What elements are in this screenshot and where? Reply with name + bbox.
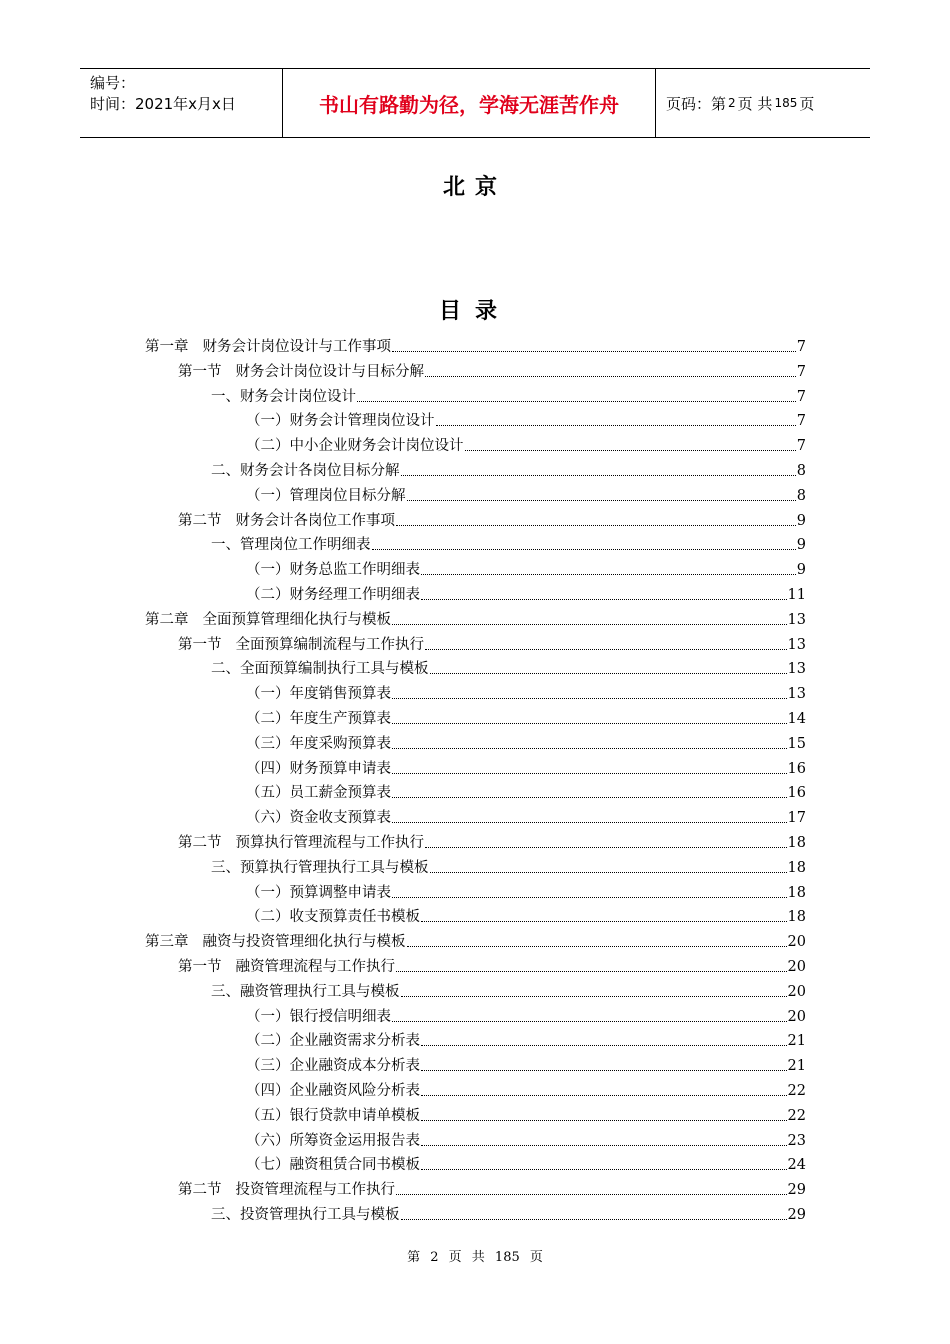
toc-leader-dots [372,548,796,550]
toc-entry-page: 14 [787,711,806,727]
toc-entry-text: 一、财务会计岗位设计 [211,388,356,405]
toc-entry[interactable] [246,1127,806,1151]
toc-entry[interactable] [246,680,806,704]
toc-entry-page: 18 [787,909,806,926]
toc-entry[interactable] [178,1176,806,1200]
toc-entry[interactable] [246,1102,806,1126]
page-current: 2 [728,96,736,110]
time-label: 时间：2021年x月x日 [90,95,236,113]
toc-leader-dots [392,722,787,724]
toc-leader-dots [421,1168,787,1170]
page-suffix: 页 [799,94,815,113]
toc-entry-label [246,808,391,828]
toc-entry-page: 21 [787,1058,806,1075]
toc-entry-number: 第二节 [178,835,222,851]
toc-entry-page: 7 [796,438,806,455]
toc-entry-text: 全面预算编制流程与工作执行 [235,636,424,653]
toc-entry-label [178,511,395,531]
toc-entry-text: （四）企业融资风险分析表 [246,1083,420,1099]
toc-entry-text: （三）企业融资成本分析表 [246,1058,420,1075]
toc-entry-label [145,932,406,952]
toc-entry-label [246,883,391,903]
toc-entry[interactable] [178,953,806,977]
toc-entry-page: 16 [787,785,806,802]
toc-leader-dots [430,871,787,873]
toc-entry-page: 22 [787,1107,806,1124]
toc-leader-dots [421,1069,787,1071]
toc-entry-number: 第一节 [178,636,222,653]
toc-entry[interactable] [246,755,806,779]
toc-entry-text: 财务会计岗位设计与目标分解 [235,363,424,380]
toc-leader-dots [430,672,787,674]
toc-entry-page: 9 [796,537,806,554]
toc-entry[interactable] [178,358,806,382]
toc-entry-text: （六）所筹资金运用报告表 [246,1132,420,1149]
toc-entry[interactable] [246,730,806,754]
toc-entry-text: 预算执行管理流程与工作执行 [235,835,424,851]
toc-entry-text: （二）财务经理工作明细表 [246,587,420,603]
toc-leader-dots [407,499,796,501]
toc-entry[interactable] [211,1201,806,1225]
toc-entry[interactable] [246,482,806,506]
toc-leader-dots [421,598,787,600]
toc-entry-text: 三、融资管理执行工具与模板 [211,983,400,1000]
toc-entry-label [246,734,391,754]
toc-entry-text: 一、管理岗位工作明细表 [211,537,371,554]
toc-entry-page: 18 [787,859,806,876]
toc-entry[interactable] [246,1003,806,1027]
toc-leader-dots [392,796,787,798]
toc-entry-text: （二）企业融资需求分析表 [246,1033,420,1050]
toc-entry-text: （一）银行授信明细表 [246,1008,391,1025]
toc-entry-text: （一）财务总监工作明细表 [246,562,420,579]
toc-entry-page: 8 [796,487,806,504]
toc-entry-label [246,1056,420,1076]
toc-entry-page: 13 [787,636,806,653]
toc-entry-text: （二）收支预算责任书模板 [246,909,420,926]
toc-entry-label [211,858,429,878]
toc-entry-label [246,1081,420,1101]
page-mid: 页 共 [737,94,773,113]
toc-entry-number: 第二节 [178,1182,222,1199]
toc-entry-text: （五）银行贷款申请单模板 [246,1107,420,1124]
toc-entry[interactable] [178,631,806,655]
toc-leader-dots [392,623,787,625]
toc-entry-text: （七）融资租赁合同书模板 [246,1157,420,1174]
toc-entry[interactable] [246,1151,806,1175]
toc-entry[interactable] [211,978,806,1002]
toc-entry-number: 第二节 [178,512,222,529]
toc-entry-label [145,337,391,357]
toc-entry-label [211,659,429,679]
toc-entry[interactable] [246,804,806,828]
toc-entry-label [178,833,424,853]
toc-entry-text: （二）年度生产预算表 [246,711,391,727]
toc-entry[interactable] [246,556,806,580]
toc-entry-page: 7 [796,413,806,430]
toc-entry[interactable] [145,333,806,357]
toc-entry-page: 20 [787,1008,806,1025]
toc-leader-dots [421,1119,787,1121]
toc-entry[interactable] [211,383,806,407]
page-prefix: 页码：第 [666,94,727,113]
toc-entry-number: 第三章 [145,934,189,951]
toc-entry-label [246,684,391,704]
toc-leader-dots [421,1044,787,1046]
toc-leader-dots [436,424,796,426]
toc-entry-page: 7 [796,339,806,355]
toc-leader-dots [392,772,787,774]
toc-entry-label [246,709,391,729]
toc-entry-label [211,1205,400,1225]
toc-entry-label [145,610,391,630]
toc-entry-text: 财务会计各岗位工作事项 [235,512,395,529]
toc-entry-text: （二）中小企业财务会计岗位设计 [246,438,464,455]
document-header [80,68,870,138]
toc-entry-text: （一）预算调整申请表 [246,884,391,901]
header-motto: 书山有路勤为径，学海无涯苦作舟 [283,69,656,137]
toc-leader-dots [401,474,796,476]
toc-entry-text: 融资管理流程与工作执行 [235,959,395,975]
toc-entry-number: 第一节 [178,959,222,975]
toc-entry-page: 29 [787,1182,806,1199]
toc-title: 目录 [438,299,511,324]
toc-entry[interactable] [246,779,806,803]
toc-entry[interactable] [246,903,806,927]
toc-entry[interactable] [178,829,806,853]
toc-entry-page: 13 [787,661,806,678]
toc-entry-label [246,1106,420,1126]
toc-entry-page: 18 [787,884,806,901]
toc-entry-page: 9 [796,562,806,579]
toc-entry-text: 投资管理流程与工作执行 [235,1182,395,1199]
toc-leader-dots [421,573,796,575]
page-total: 185 [774,96,798,110]
toc-entry-page: 8 [796,463,806,479]
toc-entry-label [246,1031,420,1051]
toc-entry-text: 全面预算管理细化执行与模板 [202,611,391,628]
toc-entry-page: 7 [796,388,806,405]
toc-entry-label [246,585,420,605]
toc-entry-text: （三）年度采购预算表 [246,735,391,752]
toc-entry-number: 第一章 [145,339,189,355]
toc-entry-text: （一）财务会计管理岗位设计 [246,413,435,430]
toc-entry-text: （一）年度销售预算表 [246,686,391,703]
toc-entry-label [246,436,464,456]
toc-entry-page: 29 [787,1207,806,1223]
toc-entry-label [246,560,420,580]
toc-entry-number: 第二章 [145,611,189,628]
toc-entry[interactable] [246,879,806,903]
toc-entry-page: 7 [796,363,806,380]
toc-leader-dots [401,1218,787,1220]
toc-entry-label [246,411,435,431]
toc-entry-label [178,362,424,382]
toc-entry-page: 20 [787,934,806,951]
toc-entry-page: 21 [787,1033,806,1050]
toc-leader-dots [392,896,787,898]
toc-entry-text: 三、预算执行管理执行工具与模板 [211,859,429,876]
toc-entry-text: 融资与投资管理细化执行与模板 [202,934,406,951]
toc-entry-page: 23 [787,1132,806,1149]
toc-leader-dots [401,995,787,997]
toc-entry-label [246,1007,391,1027]
toc-entry-label [178,635,424,655]
toc-entry-label [246,907,420,927]
toc-entry[interactable] [211,531,806,555]
toc-entry-text: （六）资金收支预算表 [246,810,391,827]
toc-entry[interactable] [246,432,806,456]
toc-entry-page: 13 [787,686,806,703]
toc-entry-page: 17 [787,810,806,827]
toc-entry-text: 二、全面预算编制执行工具与模板 [211,661,429,678]
toc-entry-label [211,982,400,1002]
toc-entry-page: 11 [787,587,806,603]
toc-entry-text: （一）管理岗位目标分解 [246,487,406,504]
toc-entry[interactable] [178,507,806,531]
toc-entry-page: 20 [787,983,806,1000]
toc-entry-page: 16 [787,760,806,777]
toc-leader-dots [421,1144,787,1146]
toc-entry-label [211,387,356,407]
toc-leader-dots [407,945,787,947]
toc-leader-dots [425,846,787,848]
toc-entry-label [246,1155,420,1175]
toc-leader-dots [392,747,787,749]
toc-entry-label [246,486,406,506]
toc-leader-dots [392,821,787,823]
toc-entry[interactable] [145,606,806,630]
toc-leader-dots [396,1193,787,1195]
toc-entry-label [246,1131,420,1151]
toc-leader-dots [392,350,796,352]
toc-entry-page: 9 [796,512,806,529]
header-meta-cell [80,69,283,137]
toc-leader-dots [396,524,796,526]
toc-leader-dots [425,375,796,377]
toc-entry-label [178,1180,395,1200]
toc-entry-text: （四）财务预算申请表 [246,760,391,777]
toc-entry-page: 15 [787,735,806,752]
toc-entry-page: 20 [787,959,806,975]
toc-entry-number: 第一节 [178,363,222,380]
toc-leader-dots [465,449,796,451]
toc-leader-dots [392,1020,787,1022]
toc-leader-dots [421,1094,787,1096]
toc-entry-page: 13 [787,611,806,628]
toc-entry[interactable] [211,854,806,878]
toc-entry[interactable] [246,1027,806,1051]
toc-entry[interactable] [211,655,806,679]
toc-leader-dots [392,697,787,699]
header-page-info [656,69,870,137]
toc-entry-label [211,461,400,481]
toc-entry[interactable] [246,407,806,431]
toc-leader-dots [421,920,787,922]
toc-leader-dots [357,400,796,402]
toc-entry[interactable] [246,581,806,605]
toc-entry[interactable] [211,457,806,481]
toc-entry[interactable] [246,1052,806,1076]
toc-entry-text: 三、投资管理执行工具与模板 [211,1207,400,1223]
toc-leader-dots [396,970,787,972]
toc-entry-page: 24 [787,1157,806,1174]
toc-entry-label [178,957,395,977]
toc-entry[interactable] [246,705,806,729]
toc-entry-label [211,535,371,555]
page-footer: 第 2 页 共 185 页 [407,1250,543,1265]
serial-label: 编号： [90,74,136,92]
toc-leader-dots [425,648,787,650]
toc-entry-text: 二、财务会计各岗位目标分解 [211,463,400,479]
city-title: 北京 [442,175,507,200]
toc-entry-text: （五）员工薪金预算表 [246,785,391,802]
toc-entry-text: 财务会计岗位设计与工作事项 [202,339,391,355]
toc-entry[interactable] [145,928,806,952]
toc-entry[interactable] [246,1077,806,1101]
toc-entry-page: 18 [787,835,806,851]
toc-entry-page: 22 [787,1083,806,1099]
toc-entry-label [246,759,391,779]
toc-entry-label [246,783,391,803]
